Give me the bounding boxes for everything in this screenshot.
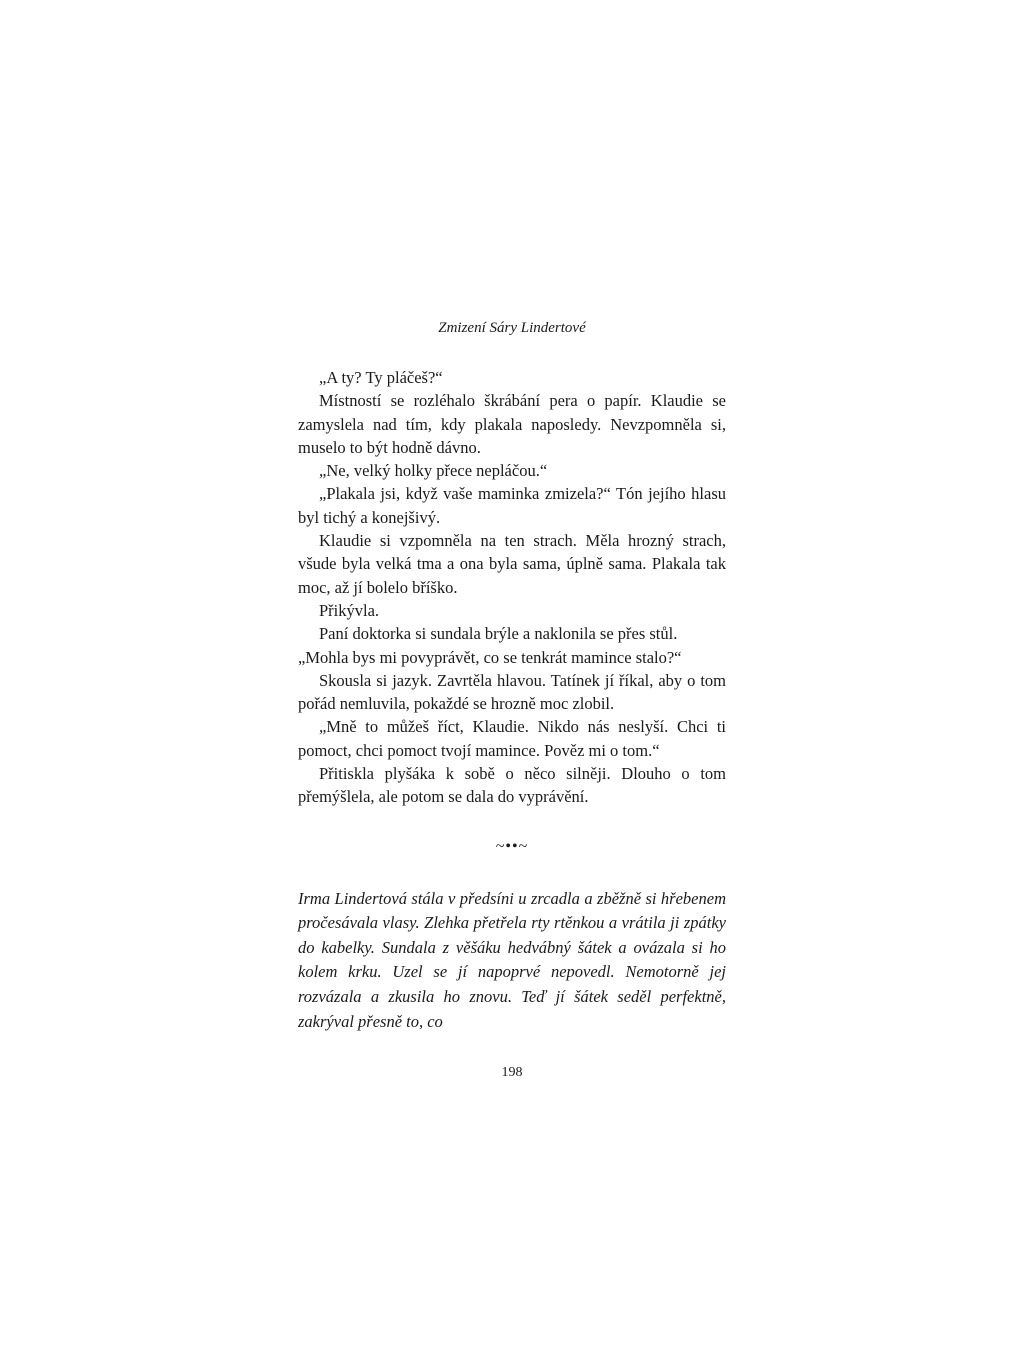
- paragraph: Klaudie si vzpomněla na ten strach. Měla hrozný strach, všude byla velká tma a ona byla sama, úplně sama. Plakala tak moc, až jí bolelo bříško.: [298, 531, 726, 597]
- section-break-ornament: [298, 837, 726, 857]
- paragraph: Místností se rozléhalo škrábání pera o papír. Klaudie se zamyslela nad tím, kdy plakala naposledy. Nevzpomněla si, muselo to být hodně dávno.: [298, 391, 726, 457]
- paragraph: „Plakala jsi, když vaše maminka zmizela?“ Tón jejího hlasu byl tichý a konejšivý.: [298, 484, 726, 527]
- page-number: 198: [501, 1065, 523, 1081]
- italic-section: [298, 887, 726, 1035]
- paragraph: Skousla si jazyk. Zavrtěla hlavou. Tatínek jí říkal, aby o tom pořád nemluvila, pokaždé se hrozně moc zlobil.: [298, 670, 726, 714]
- italic-paragraph: Irma Lindertová stála v předsíni u zrcadla a zběžně si hřebenem pročesávala vlasy. Zlehka přetřela rty rtěnkou a vrátila ji zpátky do kabelky. Sundala z věšáku hedvábný šátek a ovázala si ho kolem krku. Uzel se jí napoprvé nepovedl. Nemotorně jej rozvázala a zkusila ho znovu. Teď jí šátek seděl perfektně, zakrýval přesně to, co: [298, 888, 726, 1031]
- paragraph: Přikývla.: [319, 600, 380, 620]
- paragraph: „Mohla bys mi povyprávět, co se tenkrát mamince stalo?“: [298, 647, 682, 667]
- paragraph: „Ne, velký holky přece nepláčou.“: [319, 461, 548, 481]
- paragraph: Paní doktorka si sundala brýle a naklonila se přes stůl.: [319, 624, 678, 644]
- book-page: [298, 318, 726, 1082]
- paragraph: „Mně to můžeš říct, Klaudie. Nikdo nás neslyší. Chci ti pomoct, chci pomoct tvojí mamince. Pověz mi o tom.“: [298, 717, 726, 760]
- paragraph: „A ty? Ty pláčeš?“: [319, 368, 443, 387]
- ornament-glyphs: ~••~: [495, 837, 529, 855]
- body-text: [298, 366, 726, 809]
- running-head-title: Zmizení Sáry Lindertové: [438, 320, 586, 336]
- paragraph: Přitiskla plyšáka k sobě o něco silněji. Dlouho o tom přemýšlela, ale potom se dala do vyprávění.: [298, 764, 726, 807]
